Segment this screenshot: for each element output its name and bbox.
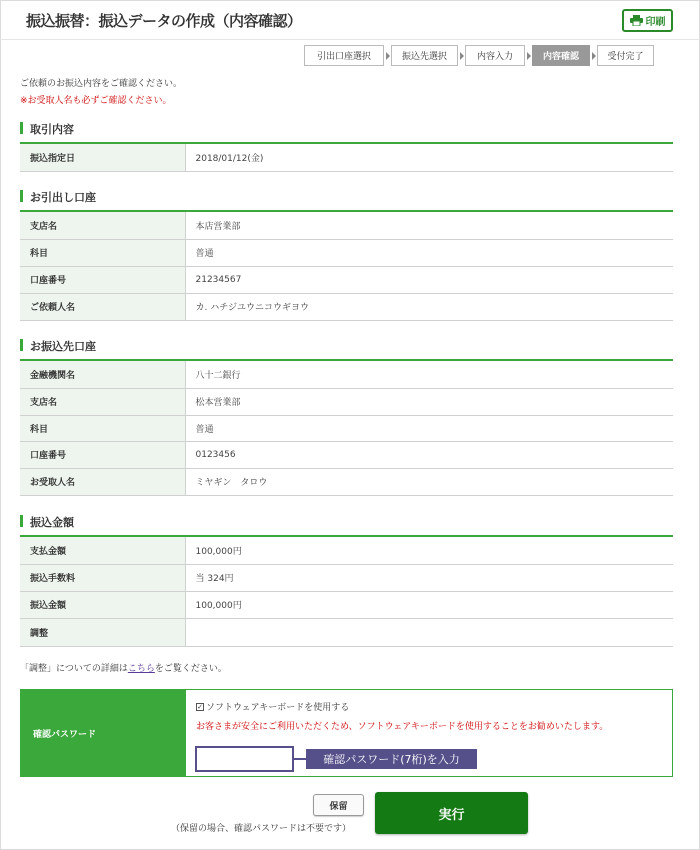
step-label: 引出口座選択 [316,52,371,62]
table-row [20,591,673,618]
intro-message: ご依頼のお振込内容をご確認ください。 [20,79,183,89]
row-value [185,618,673,646]
table-row [20,415,673,441]
row-value: 21234567 [185,266,673,293]
table-row [20,211,673,239]
intro-warning: ※お受取人名も必ずご確認ください。 [20,96,172,106]
row-label: 振込指定日 [20,143,185,171]
password-input[interactable] [195,746,294,772]
row-value: ミヤギン タロウ [185,468,673,495]
row-label: 支店名 [20,388,185,415]
section-title-transaction: 取引内容 [20,121,74,137]
checkbox-checked-icon[interactable]: ✓ [197,702,203,711]
page-header [0,0,700,40]
step-complete [597,45,654,66]
table-row [20,293,673,320]
keyboard-warning: お客さまが安全にご利用いただくため、ソフトウェアキーボードを使用することをお勧めいたします。 [196,722,609,732]
row-label: 科目 [20,415,185,441]
print-button[interactable] [622,9,673,32]
password-label: 確認パスワード [21,690,186,776]
row-label: 振込手数料 [20,564,185,591]
table-row [20,441,673,468]
printer-icon [630,15,643,26]
section-title-source-account: お引出し口座 [20,189,96,205]
step-label: 受付完了 [607,52,644,62]
progress-steps [304,45,654,66]
step-label: 内容入力 [476,52,513,62]
software-keyboard-checkbox[interactable] [196,700,349,713]
section-title-destination-account: お振込先口座 [20,338,96,354]
table-row [20,266,673,293]
table-row [20,239,673,266]
row-label: 振込金額 [20,591,185,618]
row-value: 0123456 [185,441,673,468]
table-row [20,388,673,415]
row-label: ご依頼人名 [20,293,185,320]
row-value: 本店営業部 [185,211,673,239]
destination-account-table [20,359,673,496]
amount-table [20,535,673,647]
step-label: 内容確認 [542,52,579,62]
software-keyboard-label: ソフトウェアキーボードを使用する [206,703,350,713]
table-row [20,536,673,564]
page-title: 振込振替：振込データの作成（内容確認） [26,12,302,30]
table-row [20,360,673,388]
row-label: 支払金額 [20,536,185,564]
section-title-amount: 振込金額 [20,514,74,530]
row-value: 普通 [185,415,673,441]
password-panel [20,689,673,777]
note-suffix: をご覧ください。 [154,664,227,674]
table-row [20,564,673,591]
hold-note: （保留の場合、確認パスワードは不要です） [171,824,352,834]
password-callout: 確認パスワード(7桁)を入力 [306,749,477,769]
step-arrow-icon [527,52,531,60]
execute-button[interactable]: 実行 [375,792,528,834]
transaction-table [20,142,673,172]
row-value: 2018/01/12(金) [185,143,673,171]
adjustment-note [20,661,227,674]
step-arrow-icon [386,52,390,60]
note-prefix: 「調整」についての詳細は [20,664,128,674]
print-button-label: 印刷 [645,17,666,28]
table-row [20,143,673,171]
row-label: 支店名 [20,211,185,239]
hold-button[interactable]: 保留 [313,794,364,816]
step-select-destination [391,45,458,66]
step-confirm [532,45,590,66]
row-label: 金融機関名 [20,360,185,388]
row-value: 松本営業部 [185,388,673,415]
row-value: 当 324円 [185,564,673,591]
table-row [20,468,673,495]
table-row [20,618,673,646]
row-label: 科目 [20,239,185,266]
row-value: 八十二銀行 [185,360,673,388]
row-value: 100,000円 [185,591,673,618]
row-value: 100,000円 [185,536,673,564]
step-select-source [304,45,384,66]
row-label: 口座番号 [20,441,185,468]
step-label: 振込先選択 [401,52,447,62]
step-arrow-icon [460,52,464,60]
step-input-details [465,45,525,66]
source-account-table [20,210,673,321]
details-link[interactable]: こちら [127,664,155,674]
row-label: 調整 [20,618,185,646]
row-value: カ. ハチジユウニコウギヨウ [185,293,673,320]
row-label: 口座番号 [20,266,185,293]
step-arrow-icon [592,52,596,60]
row-label: お受取人名 [20,468,185,495]
password-body [186,690,672,776]
row-value: 普通 [185,239,673,266]
